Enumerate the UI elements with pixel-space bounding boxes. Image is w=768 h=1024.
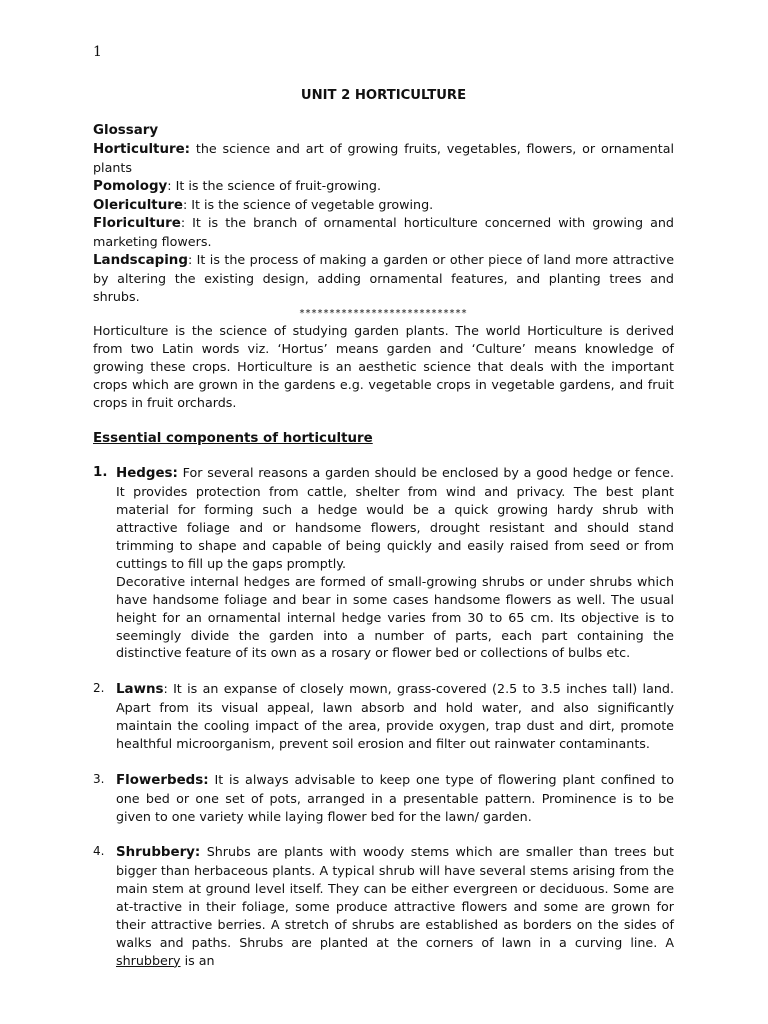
glossary-definition: : It is the process of making a garden or other piece of land more attractive by altering the existing design, adding ornamental features, and planting trees and shrubs.: [93, 252, 674, 305]
item-term: Hedges:: [116, 466, 178, 482]
item-number: 4.: [93, 844, 105, 859]
glossary-definition: the science and art of growing fruits, vegetables, flowers, or ornamental plants: [93, 140, 674, 175]
component-item-shrubbery: [93, 843, 674, 969]
item-term: Flowerbeds:: [116, 772, 209, 788]
page-number: 1: [93, 44, 102, 60]
glossary-term: Floriculture: [93, 216, 181, 232]
glossary-term: Olericulture: [93, 197, 183, 213]
item-text: : It is an expanse of closely mown, grass-covered (2.5 to 3.5 inches tall) land. Apart from its visual appeal, lawn absorb and hold water, and also significantly maintain the cooling impact of the area, provide oxygen, trap dust and dirt, promote healthful microorganism, prevent soil erosion and filter out rainwater contaminants.: [116, 681, 674, 751]
document-body: [93, 87, 674, 970]
item-number: 1.: [93, 465, 108, 481]
page-title: UNIT 2 HORTICULTURE: [300, 88, 467, 103]
intro-paragraph: Horticulture is the science of studying garden plants. The world Horticulture is derived from two Latin words viz. ‘Hortus’ means garden and ‘Culture’ means knowledge of growing these crops. Horticulture is an aesthetic science that deals with the important crops which are grown in the gardens e.g. vegetable crops in vegetable gardens, and fruit crops in fruit orchards.: [93, 322, 674, 410]
item-text: Shrubs are plants with woody stems which are smaller than trees but bigger than herbaceous plants. A typical shrub will have several stems arising from the main stem at ground level itself. They can be either evergreen or deciduous. Some are at-tractive in their foliage, some produce attractive flowers and some are grown for their attractive berries. A stretch of shrubs are established as borders on the sides of walks and paths. Shrubs are planted at the corners of lawn in a curving line. A: [116, 844, 674, 950]
glossary-entry: [93, 196, 674, 215]
item-text-continued: Decorative internal hedges are formed of small-growing shrubs or under shrubs which have handsome foliage and bear in some cases handsome flowers as well. The usual height for an ornamental internal hedge varies from 30 to 65 cm. Its objective is to seemingly divide the garden into a number of parts, each part containing the distinctive feature of its own as a rosary or flower bed or collections of bulbs etc.: [116, 573, 674, 661]
component-item-lawns: [93, 680, 674, 753]
shrubbery-underlined-word: shrubbery: [116, 952, 181, 968]
glossary-entry: [93, 251, 674, 306]
item-term: Lawns: [116, 682, 164, 698]
separator-stars: ****************************: [299, 307, 468, 319]
item-term: Shrubbery:: [116, 845, 201, 861]
item-text: For several reasons a garden should be enclosed by a good hedge or fence. It provides protection from cattle, shelter from wind and privacy. The best plant material for forming such a hedge would be a quick growing hardy shrub with attractive foliage and or handsome flowers, drought resistant and should stand trimming to shape and capable of being quickly and easily raised from seed or from cuttings to fill up the gaps promptly.: [116, 465, 674, 571]
item-number: 3.: [93, 771, 105, 786]
glossary-term: Horticulture:: [93, 141, 191, 157]
glossary-definition: : It is the science of fruit-growing.: [167, 177, 381, 193]
item-number: 2.: [93, 681, 105, 696]
glossary-entry: [93, 177, 674, 196]
item-text-end: is an: [180, 952, 215, 968]
glossary-term: Landscaping: [93, 253, 188, 269]
glossary-term: Pomology: [93, 178, 168, 194]
section-heading: Essential components of horticulture: [93, 430, 373, 446]
item-text: It is always advisable to keep one type of flowering plant confined to one bed or one set of pots, arranged in a presentable pattern. Prominence is to be given to one variety while laying flower bed for the lawn/ garden.: [116, 771, 674, 824]
glossary-heading: Glossary: [93, 122, 159, 138]
component-item-flowerbeds: [93, 771, 674, 826]
glossary-definition: : It is the science of vegetable growing.: [182, 196, 434, 212]
glossary-entry: [93, 140, 674, 177]
glossary-definition: : It is the branch of ornamental horticulture concerned with growing and marketing flowers.: [93, 215, 674, 250]
component-item-hedges: [93, 464, 674, 662]
glossary-entry: [93, 214, 674, 251]
